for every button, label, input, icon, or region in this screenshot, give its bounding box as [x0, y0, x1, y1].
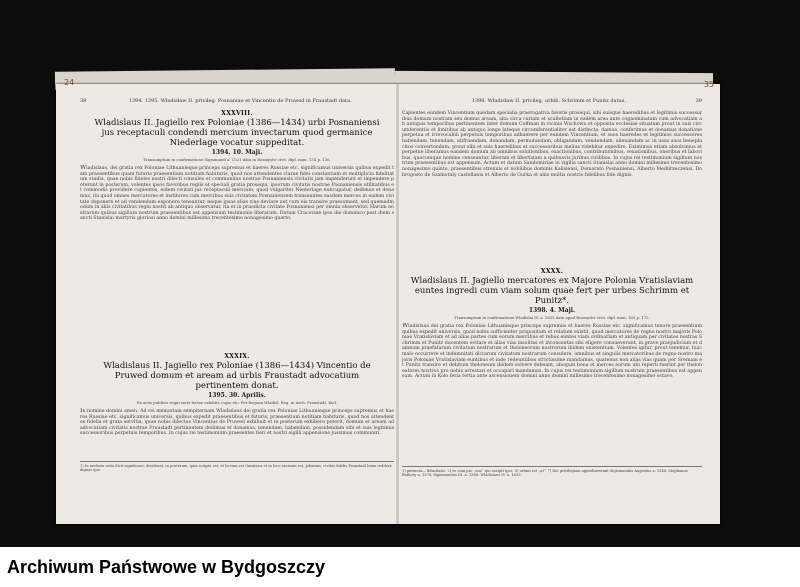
doc-source-39: Ex actis publicis regni serie lectae exhibiti, cujus etc. Pet-Regiam Wladisl. Reg. in Arch. Fraustadt. Kiel.: [136, 400, 338, 405]
doc-date-39: 1395. 30. Aprilis.: [208, 392, 266, 399]
right-running-head-text: 1398. Władisław II. privileg. urbib. Schrimm et Punitz datus.: [471, 98, 626, 104]
doc-body-40: Wladislaus dei gratia rex Poloniae Lithuanieque princeps supremus et haeres Russiae etc. significamus tenore praesentium quibus expedit universis, quod nobis sufficienter propositum et relatum existit, quod mercatores de regno nostro majoris Poloniae Vratislaviam et ad alias partes cum eorum mercibus et rebus euntes viam ordinariam et antiquam per civitates nostras Schrimm et Punitz ducentem evitare et alias vias insolitas et inconsuetas sibi eligere consueverunt, in grave praejudicium et damnum praefatarum civitatum nostrarum et theloneorum nostrorum ibidem existentium. Volentes igitur, prout tenemur, huic malo occurrere et indemnitati dictarum civitatum nostrarum consulere, omnibus et singulis mercatoribus de regno nostro majoris Poloniae Vratislaviam euntibus et inde redeuntibus strictissime mandamus, quatenus non alias vias quam per Sremam et Punitz transire et debitum theloneum ibidem solvere debeant, alioquin bona et merces eorum ubi reperti fuerint per theloneatores nostros pro nobis arrestari et occupari mandamus. In cujus rei testimonium sigillum nostrum praesentibus est appensum. Actum in Koło feria tertia ante ascensionem domini anno domini millesimo trecentesimo nonagesimo octavo.: [402, 323, 702, 380]
right-running-head: [402, 98, 702, 104]
doc-number-40: XXXX.: [540, 268, 564, 275]
doc-date-40: 1398. 4. Maji.: [528, 307, 576, 314]
doc-number-38: XXXVIII.: [221, 110, 253, 117]
book-gutter: [396, 84, 399, 524]
right-page: [402, 98, 702, 510]
handwritten-folio-number-right: 35: [703, 80, 714, 89]
archive-footer: [0, 547, 800, 587]
right-page-number: 39: [695, 98, 702, 104]
left-page: [80, 98, 394, 510]
doc-source-38: Transumptum in confirmatione Sigismundi a. 1521 data in Rozmyslw civit. dipl. num. 134 p. 136.: [143, 157, 331, 162]
book-spread: [56, 78, 720, 524]
doc-title-38: Wladislaus II. Jagiello rex Poloniae (1386—1434) urbi Posnaniensi jus receptaculi condendi mercium invectarum quod germanice Niederlage vocatur suppeditat.: [94, 118, 380, 148]
left-footnotes: 1) In mederis ratio dicit significare; desiderat, in posterum, quia scriptu est; et lectum est Garnisaw et in loco excisum est, Johannis, civitas fidelis Franstadt bene reddere dignos quo.: [80, 461, 394, 473]
doc-source-40: Transumptum in confirmatione Wladislai IV. a. 1635 data apud Rozmyslw civit. dipl. num. 165 p. 175.: [454, 315, 650, 320]
doc-title-39: Wladislaus II. Jagiello rex Poloniae (1386—1434) Vincentio de Pruwed domum et aream ad urbis Fraustadt advocatium pertinentem donat.: [103, 361, 371, 391]
doc-body-39-continued: capientes eundem Vincentium quedam specialia praerogativa favoris prosequi, sibi suisque haeredibus et legitimis successoribus domum nostram seu domus aream, sita circa curiam et scultetiam in eadem area ante cognominatam cum advocatiam ab antiquis temporibus pertinentem inter domum Coffman in vicinio Wschowa et opposita ecclesiae situatam prout in suis circumferentiis et limitibus ab antiquo longo lateque circumferentialiter est distincta, damus, conferimus et donamus donatione perpetua et irrevocabili perpetuis temporibus adhaerere per eundem Vincentium, et suos haeredes et legitimos successores habendam, tenendam, utifruendam, donandam, permutandam, obligandam, vendendam, alienandam ac in usus suos beneplacitos convertendam, prout sibi et suis haeredibus et successoribus melius videbitur expedire. Eximimus etiam absolvimus et perpetue liberamus eandem domum ab omnibus solutionibus, exactionibus, contributionibus, vexationibus, oneribus et laboribus, quocumque nomine censeantur, liberam et libertatam a quibusvis juribus civilibus. In cujus rei testimonium sigillum nostrum praesentibus est appensum. Actum et datum Sandomiriae in vigilia sancti Stanislai anno domini millesimo trecentesimo nonagesimo quinto, praesentibus strenuis et nobilibus dominis Kalisiensi, Domarato Posnaniensi, Alberto Mediirzeczensi, Dobrogosto de Szamotuly castellanis et Alberto de Gurka et aliis multis nostris fidelibus fide dignis.: [402, 110, 702, 178]
right-footnotes: 1) permuta— fiducilatio. 2) es cum pro „suo“ qui excipit ipse. 3) ortum est „ut“. *) Die privilegium approbaverunt Sigismundus Augustus a. 1548, Stephanus Bathory a. 1578, Sigismundus III. a. 1588, Wladislaus IV. a. 1633.: [402, 466, 702, 478]
left-page-number: 38: [80, 98, 87, 104]
left-running-head-text: 1394. 1395. Władisław II. privileg. Posnaniae et Vincentio de Pruwed in Fraustadt data.: [128, 98, 352, 104]
doc-date-38: 1394. 10. Maji.: [211, 149, 263, 156]
doc-body-39: In nomine domini amen. Ad rei memoriam sempiternam Wladislaus dei gratia rex Poloniae Lithuanieque princeps supremus et haeres Russiae etc. significamus universis, quibus expedit praesentibus et futuris, praesentium notitiam habituris, quod nos attendentes fidelia et grata servitia, quae nobis dilectus Vincentius de Pruwed exhibuit et in posterum exhibere poterit, domum et aream ad advocatiam civitatis nostrae Fraustadt pertinentem dedimus et donamus, tenendam, habendam, possidendam sibi et suis legitimis successoribus perpetuis temporibus. In cujus rei testimonium praesentes fieri et nostri sigilli appensione jussimus communiri.: [80, 408, 394, 437]
doc-title-40: Wladislaus II. Jagiello mercatores ex Majore Polonia Vratislaviam euntes ingredi cum viam solum quae fert per urbes Schrimm et Punitz*.: [410, 276, 694, 306]
doc-body-38: Wladislaus, dei gratia rex Poloniae Lithuanieque princeps supremus et haeres Russiae etc. significamus universis quibus expedit tam praesentibus quam futuris praesentium notitiam habituris, quod nos attendentes clarae fidei constantiam et multiplicia fidelitatum studia, quae nobis fideles nostri dilecti consules et communitas nostrae Posnaniensis civitatis jam impenderunt et impendere poterunt in posterum, volentes ipsos favoribus regiis et speciali gratia prosequi, ipsorum civitatis nostrae Posnaniensis utilitatibus et commodis providere cupientes, eidem civitati jus receptaculi mercium, quod vulgariter Niederlage nuncupatur, dedimus et donamus, ita quod omnes mercatores et institores cum mercibus suis civitatem Posnaniensem transeuntes easdem merces in eadem civitate deponere et ad vendendum exponere teneantur, neque ipsas alias vias deviare aut cum eis transire praesumant, sed quemadmodum in aliis civitatibus regni nostri ab antiquo observatur, ita et in praedicta civitate Posnaniensi per omnia observetur. Harum nostrarum quibus sigillum nostrum praesentibus est appensum testimonio literarum. Datum Cracoviae ipso die dominico post diem sancti Stanislai martyris gloriosi anno domini millesimo trecentesimo nonagesimo quarto.: [80, 165, 394, 222]
doc-number-39: XXXIX.: [224, 353, 250, 360]
left-running-head: [80, 98, 394, 104]
handwritten-folio-number-left: 24: [64, 78, 75, 87]
archive-name: Archiwum Państwowe w Bydgoszczy: [7, 556, 326, 577]
